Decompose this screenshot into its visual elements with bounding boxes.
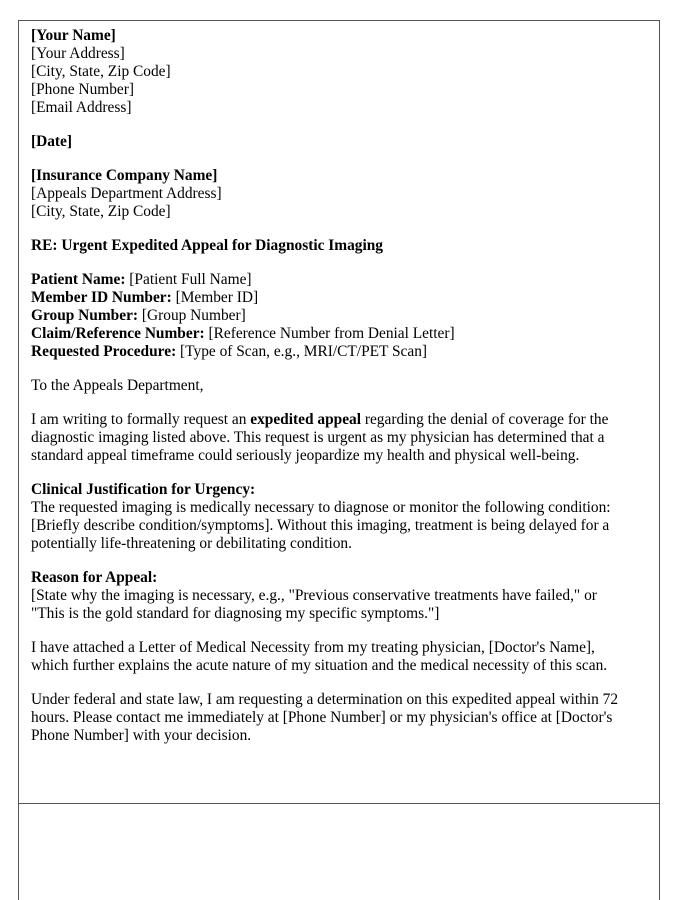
detail-value: [Group Number] <box>138 307 246 324</box>
reason-heading: Reason for Appeal: <box>31 569 158 586</box>
detail-value: [Type of Scan, e.g., MRI/CT/PET Scan] <box>176 343 428 360</box>
detail-patient-name <box>31 271 621 289</box>
detail-label: Claim/Reference Number: <box>31 325 205 342</box>
recipient-city-state-zip: [City, State, Zip Code] <box>31 203 171 220</box>
detail-label: Member ID Number: <box>31 289 172 306</box>
sender-phone: [Phone Number] <box>31 81 135 98</box>
detail-label: Group Number: <box>31 307 139 324</box>
details-block <box>31 271 621 361</box>
attachment-paragraph: I have attached a Letter of Medical Necessity from my treating physician, [Doctor's Name], which further explains the acute nature of my situation and the medical necessity of this scan. <box>31 639 608 674</box>
sender-city-state-zip: [City, State, Zip Code] <box>31 63 171 80</box>
salutation: To the Appeals Department, <box>31 377 204 394</box>
date-block <box>31 133 621 151</box>
recipient-block <box>31 167 621 221</box>
detail-value: [Reference Number from Denial Letter] <box>204 325 455 342</box>
detail-label: Patient Name: <box>31 271 126 288</box>
intro-text-end: regarding the denial of coverage for the diagnostic imaging listed above. This request is urgent as my physician has determined that a standard appeal timeframe could seriously jeopardize my health and physical well-being. <box>31 411 609 464</box>
intro-text-start: I am writing to formally request an <box>31 411 251 428</box>
detail-group-number <box>31 307 621 325</box>
sender-name: [Your Name] <box>31 27 116 44</box>
sender-email: [Email Address] <box>31 99 132 116</box>
sender-address: [Your Address] <box>31 45 125 62</box>
recipient-company: [Insurance Company Name] <box>31 167 218 184</box>
intro-paragraph <box>31 411 621 465</box>
sender-block <box>31 27 621 117</box>
detail-claim-number <box>31 325 621 343</box>
page-bottom-edge <box>18 803 660 804</box>
subject-line: RE: Urgent Expedited Appeal for Diagnostic Imaging <box>31 237 383 254</box>
intro-emphasis: expedited appeal <box>250 411 361 428</box>
clinical-justification-section <box>31 481 621 553</box>
closing-paragraph: Under federal and state law, I am requesting a determination on this expedited appeal within 72 hours. Please contact me immediately at [Phone Number] or my physician's office at [Doctor's Phone Number] with your decision. <box>31 691 619 744</box>
detail-label: Requested Procedure: <box>31 343 177 360</box>
recipient-address: [Appeals Department Address] <box>31 185 222 202</box>
letter-date: [Date] <box>31 133 73 150</box>
detail-member-id <box>31 289 621 307</box>
detail-requested-procedure <box>31 343 621 361</box>
reason-text: [State why the imaging is necessary, e.g., "Previous conservative treatments have failed," or "This is the gold standard for diagnosing my specific symptoms."] <box>31 587 597 622</box>
clinical-heading: Clinical Justification for Urgency: <box>31 481 256 498</box>
reason-section <box>31 569 621 623</box>
letter-content <box>31 27 621 761</box>
subject-block <box>31 237 621 255</box>
detail-value: [Member ID] <box>171 289 259 306</box>
detail-value: [Patient Full Name] <box>125 271 252 288</box>
clinical-text: The requested imaging is medically necessary to diagnose or monitor the following condition: [Briefly describe condition/symptoms]. Without this imaging, treatment is being delayed for a potentially life-threatening or debilitating condition. <box>31 499 611 552</box>
